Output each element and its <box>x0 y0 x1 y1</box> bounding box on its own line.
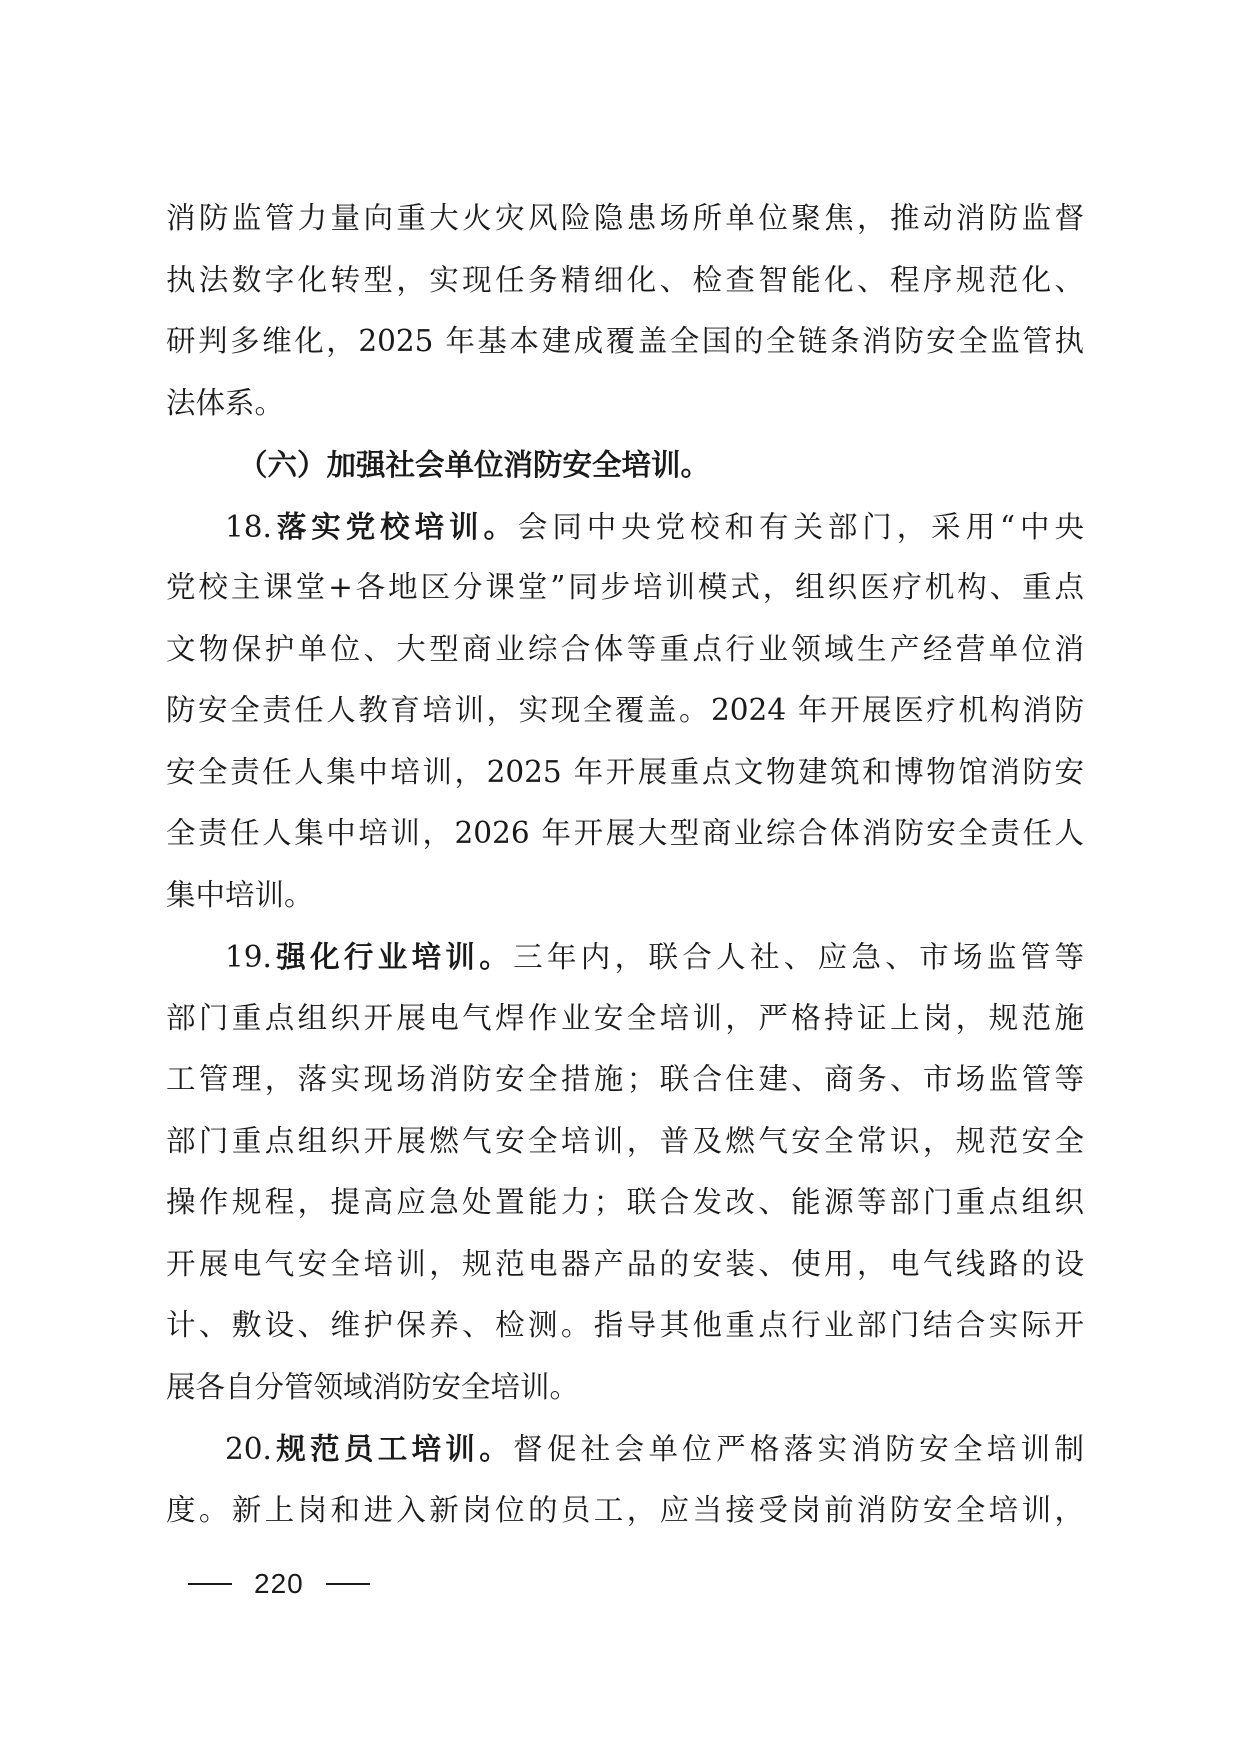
page-footer <box>188 1568 370 1600</box>
text-line: 工管理，落实现场消防安全措施；联合住建、商务、市场监管等 <box>166 1062 1084 1096</box>
text-line: 安全责任人集中培训，2025 年开展重点文物建筑和博物馆消防安 <box>166 754 1084 789</box>
text-line: 计、敷设、维护保养、检测。指导其他重点行业部门结合实际开 <box>166 1308 1084 1342</box>
item-20-first-line <box>166 1418 1084 1480</box>
section-heading: （六）加强社会单位消防安全培训。 <box>238 447 711 482</box>
item-19-first-line <box>166 926 1084 988</box>
dash-left <box>188 1583 232 1585</box>
text-line: 研判多维化，2025 年基本建成覆盖全国的全链条消防安全监管执 <box>166 324 1084 358</box>
page-number: 220 <box>254 1568 304 1599</box>
text-line: 防安全责任人教育培训，实现全覆盖。2024 年开展医疗机构消防 <box>166 693 1084 727</box>
text-line: 部门重点组织开展电气焊作业安全培训，严格持证上岗，规范施 <box>166 1000 1084 1035</box>
item-text: 会同中央党校和有关部门，采用“中央 <box>517 509 1084 544</box>
body-text <box>166 188 1084 1541</box>
text-line: 集中培训。 <box>166 877 314 912</box>
item-number: 18. <box>225 509 272 544</box>
item-number: 19. <box>225 940 272 974</box>
item-title: 落实党校培训。 <box>271 508 518 544</box>
dash-right <box>326 1583 370 1585</box>
item-title: 规范员工培训。 <box>271 1431 514 1466</box>
item-title: 强化行业培训。 <box>271 939 514 974</box>
text-line: 全责任人集中培训，2026 年开展大型商业综合体消防安全责任人 <box>166 816 1084 850</box>
text-line: 法体系。 <box>166 385 285 420</box>
text-line: 开展电气安全培训，规范电器产品的安装、使用，电气线路的设 <box>166 1246 1084 1281</box>
text-line: 展各自分管领域消防安全培训。 <box>166 1369 580 1404</box>
item-18-first-line <box>166 496 1084 558</box>
text-line: 消防监管力量向重大火灾风险隐患场所单位聚焦，推动消防监督 <box>166 201 1084 235</box>
item-text: 三年内，联合人社、应急、市场监管等 <box>513 940 1084 974</box>
item-text: 督促社会单位严格落实消防安全培训制 <box>513 1432 1084 1466</box>
text-line: 文物保护单位、大型商业综合体等重点行业领域生产经营单位消 <box>166 631 1084 666</box>
text-line: 部门重点组织开展燃气安全培训，普及燃气安全常识，规范安全 <box>166 1123 1084 1158</box>
item-number: 20. <box>225 1432 272 1466</box>
text-line: 执法数字化转型，实现任务精细化、检查智能化、程序规范化、 <box>166 262 1084 297</box>
text-line: 党校主课堂+各地区分课堂”同步培训模式，组织医疗机构、重点 <box>166 570 1084 604</box>
text-line: 度。新上岗和进入新岗位的员工，应当接受岗前消防安全培训， <box>166 1492 1084 1527</box>
text-line: 操作规程，提高应急处置能力；联合发改、能源等部门重点组织 <box>166 1185 1084 1219</box>
